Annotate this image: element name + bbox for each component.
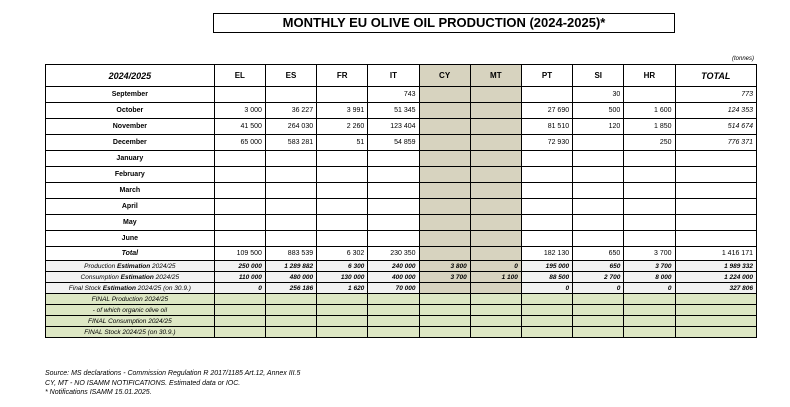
table-cell	[214, 305, 265, 316]
table-cell	[573, 316, 624, 327]
month-label: April	[46, 199, 215, 215]
table-cell	[317, 231, 368, 247]
col-header: HR	[624, 65, 675, 87]
estimate-total: 327 806	[675, 283, 756, 294]
table-cell: 110 000	[214, 272, 265, 283]
table-cell	[317, 167, 368, 183]
final-row	[46, 294, 757, 305]
table-cell	[624, 327, 675, 338]
table-cell	[265, 87, 316, 103]
table-cell: 250 000	[214, 261, 265, 272]
table-cell	[573, 135, 624, 151]
table-cell	[265, 215, 316, 231]
estimate-label-keyword: Estimation	[117, 262, 151, 270]
table-cell	[265, 151, 316, 167]
table-cell	[419, 119, 470, 135]
table-cell	[470, 215, 521, 231]
table-cell	[214, 316, 265, 327]
table-cell	[521, 305, 572, 316]
table-cell	[470, 247, 521, 261]
table-cell: 3 700	[419, 272, 470, 283]
month-row	[46, 167, 757, 183]
table-cell: 1 620	[317, 283, 368, 294]
table-cell: 883 539	[265, 247, 316, 261]
estimate-label-suffix: 2024/25 (on 30.9.)	[135, 284, 191, 292]
table-cell	[624, 151, 675, 167]
row-total	[675, 215, 756, 231]
total-header: TOTAL	[675, 65, 756, 87]
table-cell	[624, 183, 675, 199]
table-cell	[573, 167, 624, 183]
row-total	[675, 183, 756, 199]
page-title: MONTHLY EU OLIVE OIL PRODUCTION (2024-2025)*	[213, 13, 675, 33]
table-cell: 120	[573, 119, 624, 135]
table-cell	[521, 151, 572, 167]
month-label: February	[46, 167, 215, 183]
estimate-label-prefix: Consumption	[80, 273, 121, 281]
table-cell	[470, 294, 521, 305]
table-cell	[521, 167, 572, 183]
table-cell	[470, 167, 521, 183]
table-cell	[470, 231, 521, 247]
month-label: May	[46, 215, 215, 231]
table-cell: 1 100	[470, 272, 521, 283]
month-label: March	[46, 183, 215, 199]
table-cell	[214, 231, 265, 247]
table-cell	[317, 327, 368, 338]
table-cell	[265, 327, 316, 338]
month-row	[46, 87, 757, 103]
table-cell: 41 500	[214, 119, 265, 135]
table-cell	[624, 231, 675, 247]
footnotes	[45, 369, 300, 398]
month-label: June	[46, 231, 215, 247]
table-cell	[419, 199, 470, 215]
month-row	[46, 103, 757, 119]
table-cell	[470, 103, 521, 119]
table-cell	[419, 283, 470, 294]
month-label: December	[46, 135, 215, 151]
table-cell	[521, 215, 572, 231]
col-header: IT	[368, 65, 419, 87]
month-label: January	[46, 151, 215, 167]
table-cell	[419, 316, 470, 327]
table-cell: 250	[624, 135, 675, 151]
table-cell	[265, 294, 316, 305]
estimate-label-prefix: Production	[84, 262, 118, 270]
table-cell: 51	[317, 135, 368, 151]
table-cell	[317, 305, 368, 316]
table-cell	[624, 316, 675, 327]
table-cell: 3 800	[419, 261, 470, 272]
table-cell	[521, 87, 572, 103]
month-label: October	[46, 103, 215, 119]
table-cell	[573, 327, 624, 338]
total-label: Total	[46, 247, 215, 261]
table-cell: 54 859	[368, 135, 419, 151]
month-row	[46, 151, 757, 167]
table-cell	[470, 327, 521, 338]
table-cell	[368, 231, 419, 247]
table-cell	[470, 119, 521, 135]
table-cell: 0	[521, 283, 572, 294]
table-cell	[573, 183, 624, 199]
table-cell: 72 930	[521, 135, 572, 151]
table-cell	[214, 151, 265, 167]
estimate-label	[46, 272, 215, 283]
table-cell	[624, 294, 675, 305]
table-cell: 65 000	[214, 135, 265, 151]
month-label: September	[46, 87, 215, 103]
table-cell: 3 991	[317, 103, 368, 119]
table-cell: 2 700	[573, 272, 624, 283]
table-cell: 6 302	[317, 247, 368, 261]
table-cell	[521, 231, 572, 247]
table-cell	[470, 87, 521, 103]
table-cell: 0	[214, 283, 265, 294]
table-cell: 36 227	[265, 103, 316, 119]
table-cell	[214, 183, 265, 199]
month-row	[46, 199, 757, 215]
table-cell: 230 350	[368, 247, 419, 261]
table-cell	[368, 215, 419, 231]
table-cell	[419, 167, 470, 183]
table-cell	[470, 199, 521, 215]
table-cell: 51 345	[368, 103, 419, 119]
col-header: SI	[573, 65, 624, 87]
unit-label: (tonnes)	[731, 56, 754, 62]
table-cell: 400 000	[368, 272, 419, 283]
table-cell	[317, 199, 368, 215]
row-total: 124 353	[675, 103, 756, 119]
estimate-label-prefix: Final Stock	[68, 284, 103, 292]
month-label: November	[46, 119, 215, 135]
table-cell	[470, 316, 521, 327]
table-cell	[573, 215, 624, 231]
month-row	[46, 119, 757, 135]
table-cell: 3 700	[624, 247, 675, 261]
final-row	[46, 327, 757, 338]
grand-total: 1 416 171	[675, 247, 756, 261]
table-cell	[470, 183, 521, 199]
table-cell: 195 000	[521, 261, 572, 272]
table-cell	[573, 305, 624, 316]
col-header: FR	[317, 65, 368, 87]
table-cell	[214, 294, 265, 305]
table-cell	[214, 199, 265, 215]
row-total	[675, 151, 756, 167]
final-row	[46, 305, 757, 316]
table-cell	[368, 316, 419, 327]
table-cell	[675, 327, 756, 338]
table-cell	[470, 151, 521, 167]
table-cell	[521, 199, 572, 215]
estimate-label-keyword: Estimation	[102, 284, 136, 292]
table-cell	[470, 305, 521, 316]
table-cell	[265, 167, 316, 183]
table-cell	[368, 305, 419, 316]
table-cell	[675, 305, 756, 316]
production-table	[45, 64, 757, 338]
table-cell	[419, 103, 470, 119]
estimate-label	[46, 283, 215, 294]
final-label: FINAL Stock 2024/25 (on 30.9.)	[46, 327, 215, 338]
table-cell: 3 700	[624, 261, 675, 272]
table-cell	[521, 294, 572, 305]
estimate-label-suffix: 2024/25	[150, 262, 176, 270]
table-cell	[521, 327, 572, 338]
table-cell	[624, 199, 675, 215]
table-cell	[368, 167, 419, 183]
table-cell: 130 000	[317, 272, 368, 283]
table-cell	[573, 199, 624, 215]
row-total: 776 371	[675, 135, 756, 151]
table-cell	[419, 183, 470, 199]
table-cell: 480 000	[265, 272, 316, 283]
col-header: EL	[214, 65, 265, 87]
notification-note: * Notifications ISAMM 15.01.2025.	[45, 389, 152, 396]
row-total	[675, 199, 756, 215]
table-cell: 500	[573, 103, 624, 119]
table-cell: 6 300	[317, 261, 368, 272]
estimate-row	[46, 261, 757, 272]
table-cell: 30	[573, 87, 624, 103]
total-row	[46, 247, 757, 261]
header-row	[46, 65, 757, 87]
table-cell	[317, 316, 368, 327]
row-total: 514 674	[675, 119, 756, 135]
table-cell	[368, 294, 419, 305]
table-cell: 0	[624, 283, 675, 294]
table-cell	[419, 305, 470, 316]
table-cell: 264 030	[265, 119, 316, 135]
col-header: PT	[521, 65, 572, 87]
table-cell	[368, 183, 419, 199]
table-cell: 256 186	[265, 283, 316, 294]
table-cell	[419, 247, 470, 261]
final-label: FINAL Consumption 2024/25	[46, 316, 215, 327]
month-row	[46, 231, 757, 247]
table-cell	[624, 215, 675, 231]
table-cell: 109 500	[214, 247, 265, 261]
table-cell: 27 690	[521, 103, 572, 119]
table-cell: 0	[573, 283, 624, 294]
table-cell	[521, 183, 572, 199]
table-cell: 81 510	[521, 119, 572, 135]
col-header: ES	[265, 65, 316, 87]
table-cell	[419, 151, 470, 167]
table-cell	[573, 151, 624, 167]
table-cell: 583 281	[265, 135, 316, 151]
year-header: 2024/2025	[46, 65, 215, 87]
final-label: - of which organic olive oil	[46, 305, 215, 316]
table-cell	[624, 167, 675, 183]
table-cell	[419, 135, 470, 151]
month-row	[46, 183, 757, 199]
table-cell	[675, 316, 756, 327]
table-cell: 1 289 882	[265, 261, 316, 272]
month-row	[46, 135, 757, 151]
month-row	[46, 215, 757, 231]
table-cell	[265, 231, 316, 247]
table-cell: 1 600	[624, 103, 675, 119]
table-cell	[624, 305, 675, 316]
table-cell: 70 000	[368, 283, 419, 294]
row-total	[675, 167, 756, 183]
estimate-label-suffix: 2024/25	[153, 273, 180, 281]
table-cell	[573, 294, 624, 305]
table-cell	[317, 151, 368, 167]
table-cell	[214, 327, 265, 338]
table-cell	[675, 294, 756, 305]
estimate-row	[46, 283, 757, 294]
table-cell	[265, 199, 316, 215]
col-header: MT	[470, 65, 521, 87]
table-cell: 123 404	[368, 119, 419, 135]
estimate-total: 1 989 332	[675, 261, 756, 272]
table-cell	[214, 215, 265, 231]
table-cell	[573, 231, 624, 247]
table-cell	[521, 316, 572, 327]
table-cell: 3 000	[214, 103, 265, 119]
estimate-note: CY, MT - NO ISAMM NOTIFICATIONS. Estimated data or IOC.	[45, 379, 241, 387]
row-total: 773	[675, 87, 756, 103]
final-row	[46, 316, 757, 327]
row-total	[675, 231, 756, 247]
table-cell	[419, 294, 470, 305]
table-cell: 743	[368, 87, 419, 103]
table-cell	[265, 316, 316, 327]
estimate-label	[46, 261, 215, 272]
table-cell	[470, 135, 521, 151]
table-cell	[214, 167, 265, 183]
final-label: FINAL Production 2024/25	[46, 294, 215, 305]
table-cell: 2 260	[317, 119, 368, 135]
table-cell	[419, 87, 470, 103]
table-cell: 650	[573, 247, 624, 261]
table-cell	[265, 305, 316, 316]
estimate-row	[46, 272, 757, 283]
table-cell	[368, 327, 419, 338]
table-cell	[419, 327, 470, 338]
table-cell: 1 850	[624, 119, 675, 135]
table-cell: 8 000	[624, 272, 675, 283]
table-cell	[265, 183, 316, 199]
table-cell	[624, 87, 675, 103]
table-cell	[368, 199, 419, 215]
estimate-label-keyword: Estimation	[120, 273, 154, 281]
table-cell	[317, 87, 368, 103]
table-cell	[317, 215, 368, 231]
table-cell	[214, 87, 265, 103]
table-cell: 650	[573, 261, 624, 272]
source-note: Source: MS declarations - Commission Regulation R 2017/1185 Art.12, Annex III.5	[45, 370, 301, 377]
table-cell	[419, 231, 470, 247]
table-cell	[368, 151, 419, 167]
table-cell: 182 130	[521, 247, 572, 261]
table-cell: 0	[470, 261, 521, 272]
estimate-total: 1 224 000	[675, 272, 756, 283]
table-cell	[317, 294, 368, 305]
table-cell	[317, 183, 368, 199]
table-cell	[470, 283, 521, 294]
table-cell: 240 000	[368, 261, 419, 272]
col-header: CY	[419, 65, 470, 87]
table-cell: 88 500	[521, 272, 572, 283]
table-cell	[419, 215, 470, 231]
